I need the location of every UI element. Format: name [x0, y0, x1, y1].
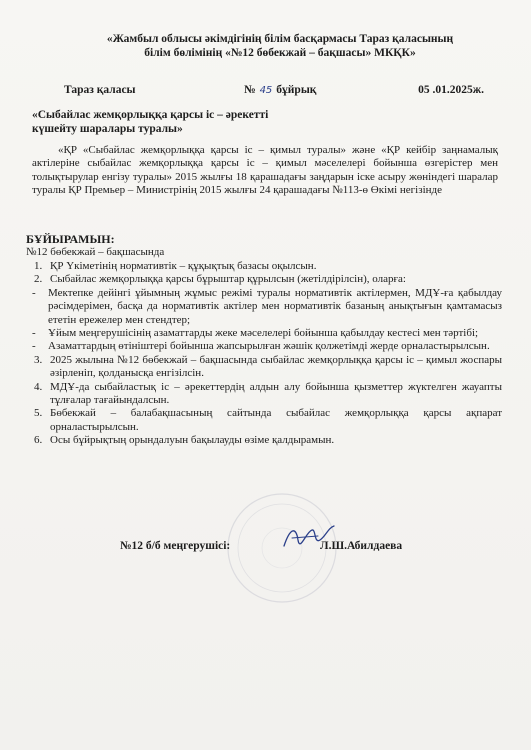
document-date: 05 .01.2025ж. [418, 84, 484, 96]
list-item: 4. МДҰ-да сыбайластық іс – әрекеттердің алдын алу бойынша қызметтер жүктелген жауапты тұлғалар тағайындалсын. [34, 380, 502, 407]
document-header [60, 32, 500, 60]
list-item: 3. 2025 жылына №12 бөбекжай – бақшасында сыбайлас жемқорлыққа қарсы іс – қимыл жоспары әзірленіп, қолданысқа енгізілсін. [34, 353, 502, 380]
list-item: 5. Бөбекжай – балабақшасының сайтында сыбайлас жемқорлыққа қарсы ақпарат орналастырылсын. [34, 407, 502, 433]
bullet-item: - Мектепке дейінгі ұйымның жұмыс режімі туралы нормативтік актілермен, МДҰ-ға қабылдау рәсімдерімен, басқа да нормативтік актілер мен нормативтік базаның анықтығын қамтамасыз ететін ережелер мен стендтер; [32, 286, 502, 326]
handwritten-number: 45 [259, 85, 273, 96]
bullet-item: - Азаматтардың өтініштері бойынша жапсырылған жәшік қолжетімді жерде орналастырылсын. [32, 340, 490, 353]
preamble-paragraph: «ҚР «Сыбайлас жемқорлыққа қарсы іс – қимыл туралы» және «ҚР кейбір заңнамалық актілеріне сыбайлас жемқорлыққа қарсы іс – қимыл мәселелері бойынша өзгерістер мен толықтырулар енгізу туралы» 2015 жылғы 18 қарашадағы заңдарын іске асыру жөніндегі шаралар туралы ҚР Премьер – Министрінің 2015 жылғы 24 қарашадағы №113-ө Өкімі негізінде [32, 144, 498, 197]
header-line-1: «Жамбыл облысы әкімдігінің білім басқармасы Тараз қаласының [106, 33, 454, 45]
order-heading: БҰЙЫРАМЫН: [26, 232, 115, 246]
doc-type: бұйрық [276, 84, 317, 96]
order-items [32, 260, 502, 448]
signatory-role: №12 б/б меңгерушісі: [120, 540, 231, 552]
subject-line-1: «Сыбайлас жемқорлыққа қарсы іс – әрекетті [32, 109, 269, 121]
signatory-name: Л.Ш.Абилдаева [320, 540, 403, 552]
subject-line-2: күшейту шаралары туралы» [32, 123, 183, 135]
list-item: 1. ҚР Үкіметінің нормативтік – құқықтық базасы оқылсын. [34, 260, 317, 272]
order-number [244, 84, 316, 96]
header-line-2: білім бөлімінің «№12 бөбекжай – бақшасы» МКҚК» [144, 47, 416, 59]
signature-block [120, 540, 480, 560]
document-subject [32, 108, 332, 136]
document-meta [64, 84, 484, 98]
number-prefix: № [244, 84, 256, 96]
list-item: 6. Осы бұйрықтың орындалуын бақылауды өзіме қалдырамын. [34, 434, 335, 447]
list-item: 2. Сыбайлас жемқорлыққа қарсы бұрыштар құрылсын (жетілдірілсін), оларға: [34, 273, 406, 286]
order-subheading: №12 бөбекжай – бақшасында [26, 246, 165, 258]
city-name: Тараз қаласы [64, 84, 136, 96]
bullet-item: - Ұйым меңгерушісінің азаматтарды жеке мәселелері бойынша қабылдау кестесі мен тәртібі; [32, 327, 479, 340]
